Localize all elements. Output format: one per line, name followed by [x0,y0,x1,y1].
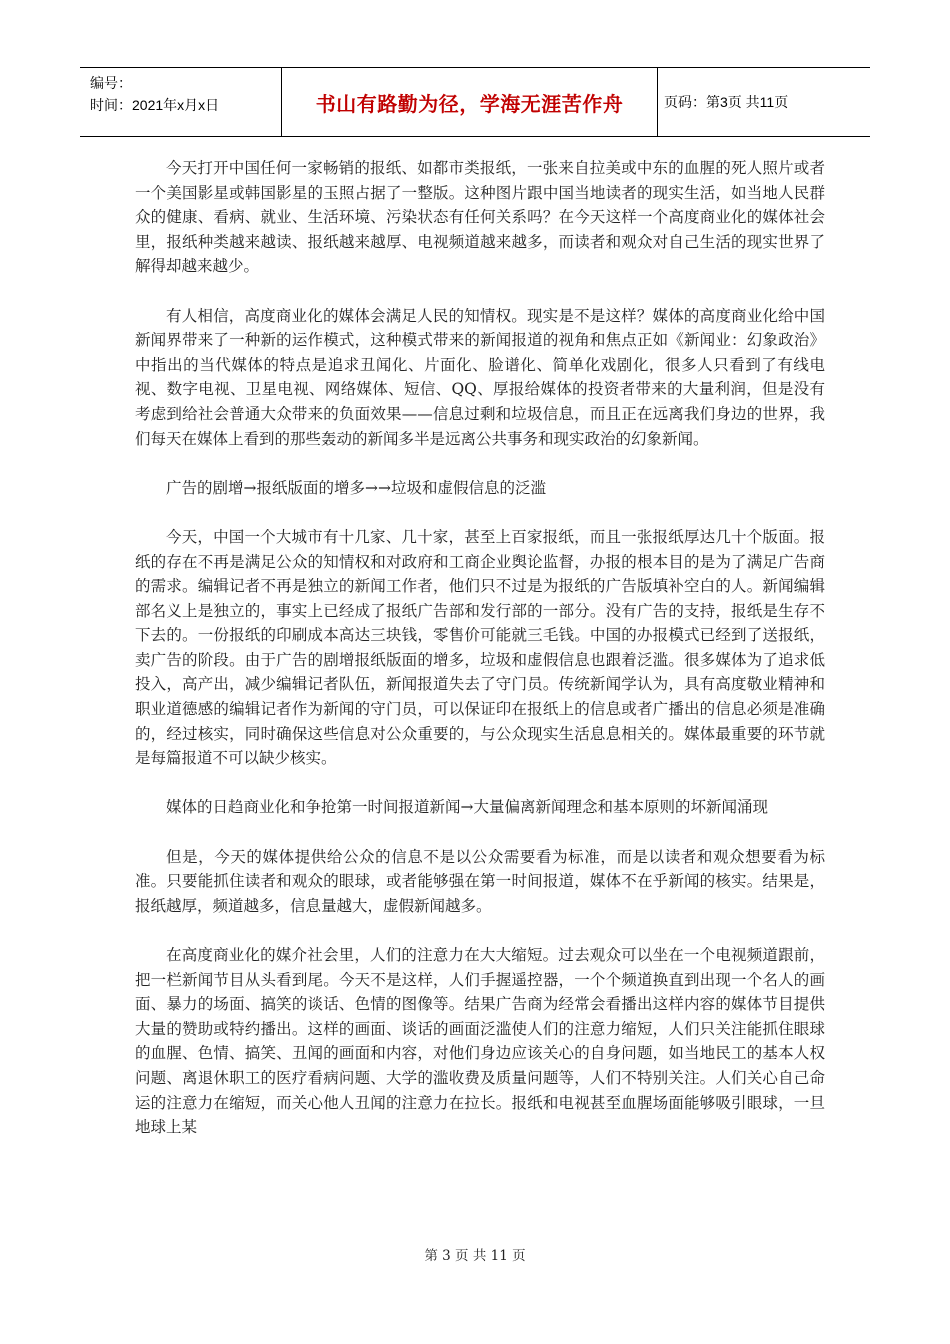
header-page-cell [658,68,870,136]
paragraph: 今天，中国一个大城市有十几家、几十家，甚至上百家报纸，而且一张报纸厚达几十个版面。报纸的存在不再是满足公众的知情权和对政府和工商企业舆论监督，办报的根本目的是为了满足广告商的需求。编辑记者不再是独立的新闻工作者，他们只不过是为报纸的广告版填补空白的人。新闻编辑部名义上是独立的，事实上已经成了报纸广告部和发行部的一部分。没有广告的支持，报纸是生存不下去的。一份报纸的印刷成本高达三块钱，零售价可能就三毛钱。中国的办报模式已经到了送报纸，卖广告的阶段。由于广告的剧增报纸版面的增多，垃圾和虚假信息也跟着泛滥。很多媒体为了追求低投入，高产出，减少编辑记者队伍，新闻报道失去了守门员。传统新闻学认为，具有高度敬业精神和职业道德感的编辑记者作为新闻的守门员，可以保证印在报纸上的信息或者广播出的信息必须是准确的，经过核实，同时确保这些信息对公众重要的，与公众现实生活息息相关的。媒体最重要的环节就是每篇报道不可以缺少核实。 [135,527,825,768]
paragraph: 今天打开中国任何一家畅销的报纸、如都市类报纸，一张来自拉美或中东的血腥的死人照片或者一个美国影星或韩国影星的玉照占据了一整版。这种图片跟中国当地读者的现实生活，如当地人民群众的健康、看病、就业、生活环境、污染状态有任何关系吗？在今天这样一个高度商业化的媒体社会里，报纸种类越来越读、报纸越来越厚、电视频道越来越多，而读者和观众对自己生活的现实世界了解得却越来越少。 [135,159,825,276]
section-heading: 广告的剧增→报纸版面的增多→→垃圾和虚假信息的泛滥 [166,478,546,497]
body-text [135,156,825,1140]
serial-label: 编号： [90,75,132,91]
header-meta [80,68,282,136]
page-label: 页码：第3页 共11页 [664,94,789,110]
page-footer [0,1244,950,1264]
paragraph: 在高度商业化的媒介社会里，人们的注意力在大大缩短。过去观众可以坐在一个电视频道跟前，把一栏新闻节目从头看到尾。今天不是这样，人们手握遥控器，一个个频道换直到出现一个名人的画面、暴力的场面、搞笑的谈话、色情的图像等。结果广告商为经常会看播出这样内容的媒体节目提供大量的赞助或特约播出。这样的画面、谈话的画面泛滥使人们的注意力缩短，人们只关注能抓住眼球的血腥、色情、搞笑、丑闻的画面和内容，对他们身边应该关心的自身问题，如当地民工的基本人权问题、离退休职工的医疗看病问题、大学的滥收费及质量问题等，人们不特别关注。人们关心自己命运的注意力在缩短，而关心他人丑闻的注意力在拉长。报纸和电视甚至血腥场面能够吸引眼球，一旦地球上某 [135,946,825,1137]
paragraph: 有人相信，高度商业化的媒体会满足人民的知情权。现实是不是这样？媒体的高度商业化给中国新闻界带来了一种新的运作模式，这种模式带来的新闻报道的视角和焦点正如《新闻业：幻象政治》中指出的当代媒体的特点是追求丑闻化、片面化、脸谱化、简单化戏剧化，很多人只看到了有线电视、数字电视、卫星电视、网络媒体、短信、QQ、厚报给媒体的投资者带来的大量利润，但是没有考虑到给社会普通大众带来的负面效果——信息过剩和垃圾信息，而且正在远离我们身边的世界，我们每天在媒体上看到的那些轰动的新闻多半是远离公共事务和现实政治的幻象新闻。 [135,306,825,448]
footer-page-number: 第 3 页 共 11 页 [424,1248,526,1264]
motto: 书山有路勤为径，学海无涯苦作舟 [315,91,624,116]
time-label: 时间：2021年x月x日 [90,97,220,113]
section-heading: 媒体的日趋商业化和争抢第一时间报道新闻→大量偏离新闻理念和基本原则的坏新闻涌现 [166,798,768,817]
header-motto-cell [282,68,658,136]
page-header [80,67,870,137]
paragraph: 但是，今天的媒体提供给公众的信息不是以公众需要看为标准，而是以读者和观众想要看为标准。只要能抓住读者和观众的眼球，或者能够强在第一时间报道，媒体不在乎新闻的核实。结果是，报纸越厚，频道越多，信息量越大，虚假新闻越多。 [135,847,825,915]
